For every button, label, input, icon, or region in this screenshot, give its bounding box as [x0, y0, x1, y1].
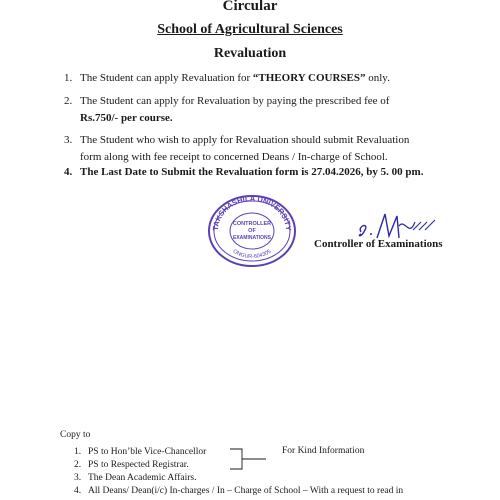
svg-text:CONTROLLER: CONTROLLER — [232, 221, 272, 227]
copy-note: For Kind Information — [282, 446, 365, 456]
copy-list-item: 4. All Deans/ Dean(i/c) In-charges / In – Charge of School – With a request to read in — [74, 486, 404, 496]
point-text: The Student can apply Revaluation for “THEORY COURSES” only. — [80, 72, 390, 84]
circular-title: Circular — [222, 0, 278, 14]
svg-text:OF: OF — [248, 228, 256, 234]
point-number: 2. — [64, 95, 73, 107]
point-text: The Student can apply for Revaluation by paying the prescribed fee of Rs.750/- per course. — [80, 95, 390, 124]
copy-list-item: 3. The Dean Academic Affairs. — [74, 473, 197, 483]
signatory-designation: Controller of Examinations — [314, 238, 443, 250]
subject-heading: Revaluation — [213, 46, 287, 61]
copy-list-item: 1. PS to Hon’ble Vice-Chancellor — [74, 447, 207, 457]
svg-text:EXAMINATIONS: EXAMINATIONS — [233, 235, 271, 241]
point-number: 1. — [64, 72, 73, 84]
copy-to-label: Copy to — [60, 430, 91, 440]
point-text: The Student who wish to apply for Revaluation should submit Revaluation form along with fee receipt to concerned Deans / In-charge of School. — [80, 134, 410, 163]
brace-bracket — [228, 448, 268, 470]
svg-text:ONGUR-604305: ONGUR-604305 — [231, 248, 273, 261]
point-text: The Last Date to Submit the Revaluation form is 27.04.2026, by 5. 00 pm. — [80, 166, 424, 178]
svg-text:TAKSHASHILA UNIVERSITY: TAKSHASHILA UNIVERSITY — [210, 193, 294, 232]
university-seal — [204, 193, 300, 269]
school-name: School of Agricultural Sciences — [157, 22, 343, 37]
point-number: 4. — [64, 166, 73, 178]
copy-list-item: 2. PS to Respected Registrar. — [74, 460, 189, 470]
point-number: 3. — [64, 134, 73, 146]
